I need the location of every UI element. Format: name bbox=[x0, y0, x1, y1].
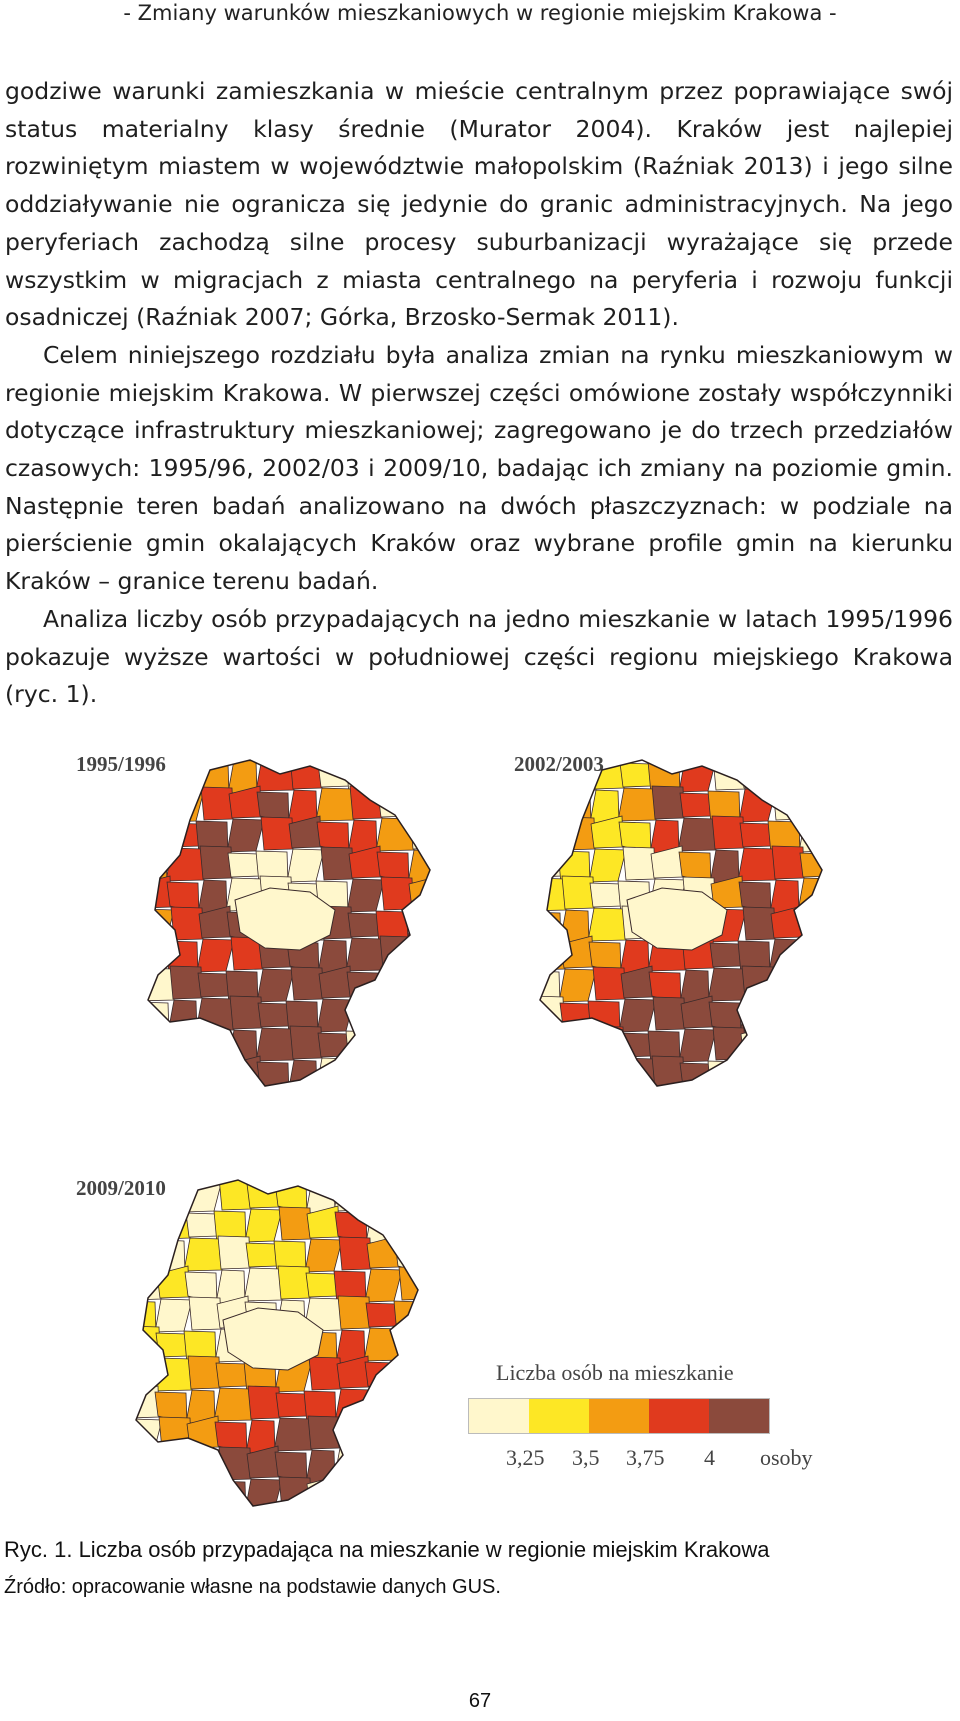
map-municipality bbox=[309, 1357, 341, 1390]
map-municipality bbox=[230, 996, 262, 1029]
map-municipality bbox=[219, 1177, 251, 1210]
paragraph-1: godziwe warunki zamieszkania w mieście centralnym przez poprawiające swój status materialny klasy średnie (Murator 2004). Kraków jest najlepiej rozwiniętym miastem w województwie małopolskim (Raźniak 2013) i jego silne oddziaływanie nie ogranicza się jedynie do granic administracyjnych. Na jego peryferiach zachodzą silne procesy suburbanizacji wyrażające się przede wszystkim w migracjach z miasta centralnego na peryferia i rozwoju funkcji osadniczej (Raźniak 2007; Górka, Brzosko-Sermak 2011). bbox=[5, 77, 953, 332]
map-municipality bbox=[531, 786, 563, 818]
map-municipality bbox=[189, 1297, 221, 1330]
map-municipality bbox=[306, 1273, 338, 1297]
map-municipality bbox=[561, 936, 593, 968]
map-municipality bbox=[129, 1267, 161, 1300]
map-municipality bbox=[740, 823, 772, 847]
map-municipality bbox=[141, 757, 173, 790]
map-municipality bbox=[364, 1421, 396, 1454]
figure-caption: Ryc. 1. Liczba osób przypadająca na mieszkanie w regionie miejskim Krakowa bbox=[4, 1537, 770, 1562]
map-municipality bbox=[351, 997, 383, 1030]
map-municipality bbox=[773, 1057, 805, 1090]
legend-swatch-2 bbox=[529, 1399, 589, 1433]
legend-swatch-5 bbox=[709, 1399, 769, 1433]
paragraph-2: Celem niniejszego rozdziału była analiza zmian na rynku mieszkaniowym w regionie miejskim Krakowa. W pierwszej części omówione zostały współczynniki dotyczące infrastruktury mieszkaniowej; zagregowano je do trzech przedziałów czasowych: 1995/96, 2002/03 i 2009/10, badając ich zmiany na poziomie gmin. Następnie teren badań analizowano na dwóch płaszczyznach: w podziale na pierścienie gmin okalających Kraków oraz wybrane profile gmin na kierunku Kraków – granice terenu badań. bbox=[5, 340, 953, 596]
map-municipality bbox=[276, 1393, 308, 1417]
map-municipality bbox=[214, 1481, 246, 1514]
map-municipality bbox=[710, 943, 742, 967]
map-municipality bbox=[562, 876, 594, 909]
map-municipality bbox=[137, 1002, 169, 1034]
map-municipality bbox=[170, 966, 202, 999]
map-municipality bbox=[278, 1266, 310, 1299]
map-municipality bbox=[126, 1183, 158, 1207]
map-municipality bbox=[380, 936, 412, 969]
map-municipality bbox=[141, 1027, 173, 1060]
map-municipality bbox=[738, 848, 776, 881]
legend-unit: osoby bbox=[760, 1445, 813, 1470]
map-municipality bbox=[290, 756, 322, 789]
map-municipality bbox=[218, 1236, 250, 1269]
map-municipality bbox=[197, 1032, 229, 1064]
map-municipality bbox=[559, 1062, 591, 1094]
map-municipality bbox=[228, 853, 260, 877]
map-municipality bbox=[377, 1029, 414, 1062]
map-municipality bbox=[316, 1058, 354, 1091]
running-head: - Zmiany warunków mieszkaniowych w regionie miejskim Krakowa - bbox=[123, 1, 837, 25]
map-municipality bbox=[124, 1478, 162, 1511]
map-municipality bbox=[713, 757, 745, 790]
map-municipality bbox=[305, 1239, 342, 1272]
map-municipality bbox=[256, 1028, 294, 1061]
choropleth-map-2009 bbox=[128, 1180, 428, 1510]
map-municipality bbox=[679, 1029, 716, 1062]
map-municipality bbox=[394, 1301, 426, 1334]
page-number: 67 bbox=[468, 1690, 492, 1712]
map-municipality bbox=[347, 879, 384, 912]
map-municipality bbox=[290, 1026, 322, 1059]
legend-title: Liczba osób na mieszkanie bbox=[496, 1360, 734, 1385]
map-municipality bbox=[338, 1296, 370, 1329]
map-municipality bbox=[680, 793, 712, 817]
map-municipality bbox=[801, 786, 833, 818]
map-municipality bbox=[318, 1033, 350, 1057]
map-municipality bbox=[140, 816, 172, 849]
map-municipality bbox=[531, 1056, 563, 1088]
map-municipality bbox=[159, 1417, 191, 1450]
map-municipality bbox=[125, 1242, 157, 1274]
map-municipality bbox=[560, 1003, 592, 1027]
map-municipality bbox=[279, 1207, 311, 1240]
map-municipality bbox=[741, 756, 773, 788]
map-municipality bbox=[185, 1449, 222, 1482]
map-municipality bbox=[169, 1026, 201, 1058]
legend-tick-4: 4 bbox=[704, 1445, 715, 1470]
map-municipality bbox=[394, 1478, 432, 1511]
map-municipality bbox=[530, 760, 559, 793]
map-municipality bbox=[184, 1238, 222, 1271]
legend-tick-3: 3,75 bbox=[626, 1445, 665, 1470]
map-municipality bbox=[366, 1480, 395, 1513]
map-municipality bbox=[168, 1000, 197, 1033]
map-municipality bbox=[530, 1030, 559, 1063]
map-municipality bbox=[377, 759, 414, 792]
map-municipality bbox=[316, 788, 354, 821]
map-municipality bbox=[712, 816, 744, 849]
map-municipality bbox=[167, 1059, 204, 1092]
map-municipality bbox=[618, 788, 656, 821]
map-municipality bbox=[154, 1451, 186, 1484]
map-municipality bbox=[619, 999, 656, 1032]
map-municipality bbox=[368, 1446, 400, 1479]
map-municipality bbox=[126, 1360, 155, 1393]
map-municipality bbox=[593, 967, 625, 1000]
map-municipality bbox=[397, 1386, 429, 1418]
figure-source: Źródło: opracowanie własne na podstawie danych GUS. bbox=[4, 1576, 501, 1598]
map-municipality bbox=[154, 1181, 186, 1214]
map-municipality bbox=[618, 1058, 656, 1091]
map-municipality bbox=[803, 937, 835, 970]
map-municipality bbox=[407, 1002, 439, 1034]
legend-swatch-3 bbox=[589, 1399, 649, 1433]
map-municipality bbox=[126, 1453, 158, 1477]
map-municipality bbox=[739, 1059, 776, 1092]
map-municipality bbox=[378, 970, 407, 1003]
map-municipality bbox=[559, 969, 596, 1002]
map-municipality bbox=[592, 1026, 624, 1059]
map-municipality bbox=[334, 1448, 372, 1481]
map-municipality bbox=[227, 819, 264, 852]
map-municipality bbox=[197, 939, 234, 972]
map-municipality bbox=[244, 1268, 282, 1301]
map-municipality bbox=[411, 757, 443, 790]
map-municipality bbox=[154, 1358, 192, 1391]
map-municipality bbox=[772, 846, 804, 879]
map-municipality bbox=[246, 1243, 278, 1267]
map-municipality bbox=[798, 971, 830, 1004]
map-municipality bbox=[652, 786, 684, 819]
map-municipality bbox=[198, 973, 230, 997]
map-municipality bbox=[379, 996, 411, 1028]
map-municipality bbox=[800, 760, 829, 793]
map-municipality bbox=[530, 853, 562, 877]
map-municipality bbox=[136, 791, 168, 824]
body-text bbox=[5, 73, 953, 714]
map-municipality bbox=[679, 759, 716, 792]
map-legend bbox=[468, 1360, 848, 1470]
map-label-1995: 1995/1996 bbox=[76, 752, 166, 776]
map-municipality bbox=[346, 1031, 378, 1064]
map-municipality bbox=[588, 908, 626, 941]
map-municipality bbox=[321, 847, 353, 880]
map-label-2002: 2002/2003 bbox=[514, 752, 604, 776]
map-municipality bbox=[308, 1416, 340, 1449]
map-municipality bbox=[336, 1423, 368, 1447]
map-municipality bbox=[186, 1483, 218, 1507]
map-municipality bbox=[529, 819, 566, 852]
paragraph-3: Analiza liczby osób przypadających na jedno mieszkanie w latach 1995/1996 pokazuje wyższe wartości w południowej części regionu miejskiego Krakowa (ryc. 1). bbox=[5, 604, 953, 709]
map-municipality bbox=[801, 1056, 833, 1088]
map-municipality bbox=[406, 791, 438, 824]
map-municipality bbox=[558, 1028, 596, 1061]
map-municipality bbox=[287, 849, 324, 882]
map-municipality bbox=[558, 758, 596, 791]
map-municipality bbox=[590, 1060, 619, 1093]
map-municipality bbox=[406, 1061, 438, 1094]
map-municipality bbox=[245, 1209, 282, 1242]
map-municipality bbox=[406, 968, 444, 1001]
map-municipality bbox=[155, 1299, 192, 1332]
map-municipality bbox=[200, 846, 232, 879]
map-municipality bbox=[288, 1060, 317, 1093]
map-municipality bbox=[339, 1237, 371, 1270]
choropleth-map-1995 bbox=[140, 760, 440, 1090]
choropleth-map-2002 bbox=[532, 760, 832, 1090]
map-municipality bbox=[219, 1447, 251, 1480]
map-municipality bbox=[279, 1477, 311, 1510]
map-municipality bbox=[245, 1479, 282, 1512]
map-municipality bbox=[256, 758, 294, 791]
map-municipality bbox=[366, 1303, 398, 1327]
map-municipality bbox=[291, 967, 323, 1000]
map-municipality bbox=[196, 998, 234, 1031]
map-municipality bbox=[799, 819, 836, 852]
map-municipality bbox=[258, 1003, 290, 1027]
map-municipality bbox=[248, 1386, 280, 1419]
map-municipality bbox=[214, 1388, 252, 1421]
map-municipality bbox=[799, 912, 831, 944]
map-municipality bbox=[399, 1267, 431, 1300]
map-municipality bbox=[186, 1213, 218, 1237]
map-municipality bbox=[350, 1056, 382, 1089]
map-municipality bbox=[348, 913, 380, 937]
map-municipality bbox=[274, 1418, 312, 1451]
map-municipality bbox=[770, 973, 802, 997]
legend-tick-1: 3,25 bbox=[506, 1445, 545, 1470]
map-label-2009: 2009/2010 bbox=[76, 1176, 166, 1200]
legend-swatch-4 bbox=[649, 1399, 709, 1433]
map-municipality bbox=[708, 1061, 740, 1094]
map-municipality bbox=[589, 849, 626, 882]
map-municipality bbox=[396, 1360, 425, 1393]
map-municipality bbox=[378, 793, 410, 817]
map-municipality bbox=[708, 968, 746, 1001]
map-municipality bbox=[139, 876, 171, 908]
map-municipality bbox=[768, 998, 806, 1031]
legend-swatch-1 bbox=[469, 1399, 529, 1433]
map-municipality bbox=[769, 762, 801, 794]
map-municipality bbox=[532, 996, 564, 1029]
map-municipality bbox=[398, 1326, 430, 1359]
map-municipality bbox=[158, 1476, 190, 1509]
map-municipality bbox=[368, 1176, 400, 1209]
map-municipality bbox=[680, 1063, 712, 1087]
map-municipality bbox=[350, 786, 382, 819]
map-municipality bbox=[138, 943, 170, 967]
map-municipality bbox=[257, 969, 294, 1002]
map-municipality bbox=[346, 938, 384, 971]
map-municipality bbox=[408, 943, 440, 967]
map-municipality bbox=[620, 763, 652, 787]
map-municipality bbox=[156, 1333, 188, 1357]
map-municipality bbox=[800, 1030, 829, 1063]
map-municipality bbox=[365, 1269, 402, 1302]
map-municipality bbox=[743, 907, 775, 940]
map-municipality bbox=[257, 1062, 289, 1094]
map-municipality bbox=[678, 818, 716, 851]
map-municipality bbox=[769, 1032, 801, 1064]
map-municipality bbox=[396, 1183, 428, 1207]
map-municipality bbox=[773, 787, 805, 820]
map-municipality bbox=[411, 1027, 443, 1060]
map-municipality bbox=[378, 1063, 410, 1087]
map-municipality bbox=[407, 909, 444, 942]
map-municipality bbox=[201, 1057, 233, 1090]
map-municipality bbox=[529, 912, 561, 944]
map-municipality bbox=[335, 1482, 367, 1514]
map-municipality bbox=[347, 972, 379, 1004]
map-municipality bbox=[125, 1419, 162, 1452]
map-municipality bbox=[136, 1061, 168, 1094]
map-municipality bbox=[590, 883, 622, 907]
map-municipality bbox=[742, 966, 774, 999]
map-municipality bbox=[800, 853, 832, 877]
legend-color-scale bbox=[468, 1398, 770, 1434]
map-municipality bbox=[396, 1453, 428, 1477]
map-municipality bbox=[623, 847, 655, 880]
map-municipality bbox=[216, 1363, 248, 1387]
map-municipality bbox=[394, 1208, 432, 1241]
map-municipality bbox=[653, 997, 685, 1030]
map-municipality bbox=[169, 756, 201, 788]
map-municipality bbox=[201, 787, 233, 820]
map-municipality bbox=[563, 817, 595, 850]
map-municipality bbox=[261, 817, 293, 850]
legend-tick-2: 3,5 bbox=[572, 1445, 600, 1470]
map-municipality bbox=[395, 1419, 432, 1452]
map-municipality bbox=[802, 996, 834, 1029]
map-municipality bbox=[369, 1387, 401, 1420]
map-municipality bbox=[188, 1356, 220, 1389]
map-municipality bbox=[588, 1001, 620, 1034]
map-municipality bbox=[167, 789, 204, 822]
map-municipality bbox=[365, 1362, 397, 1394]
map-municipality bbox=[124, 1208, 162, 1241]
map-municipality bbox=[137, 909, 174, 942]
